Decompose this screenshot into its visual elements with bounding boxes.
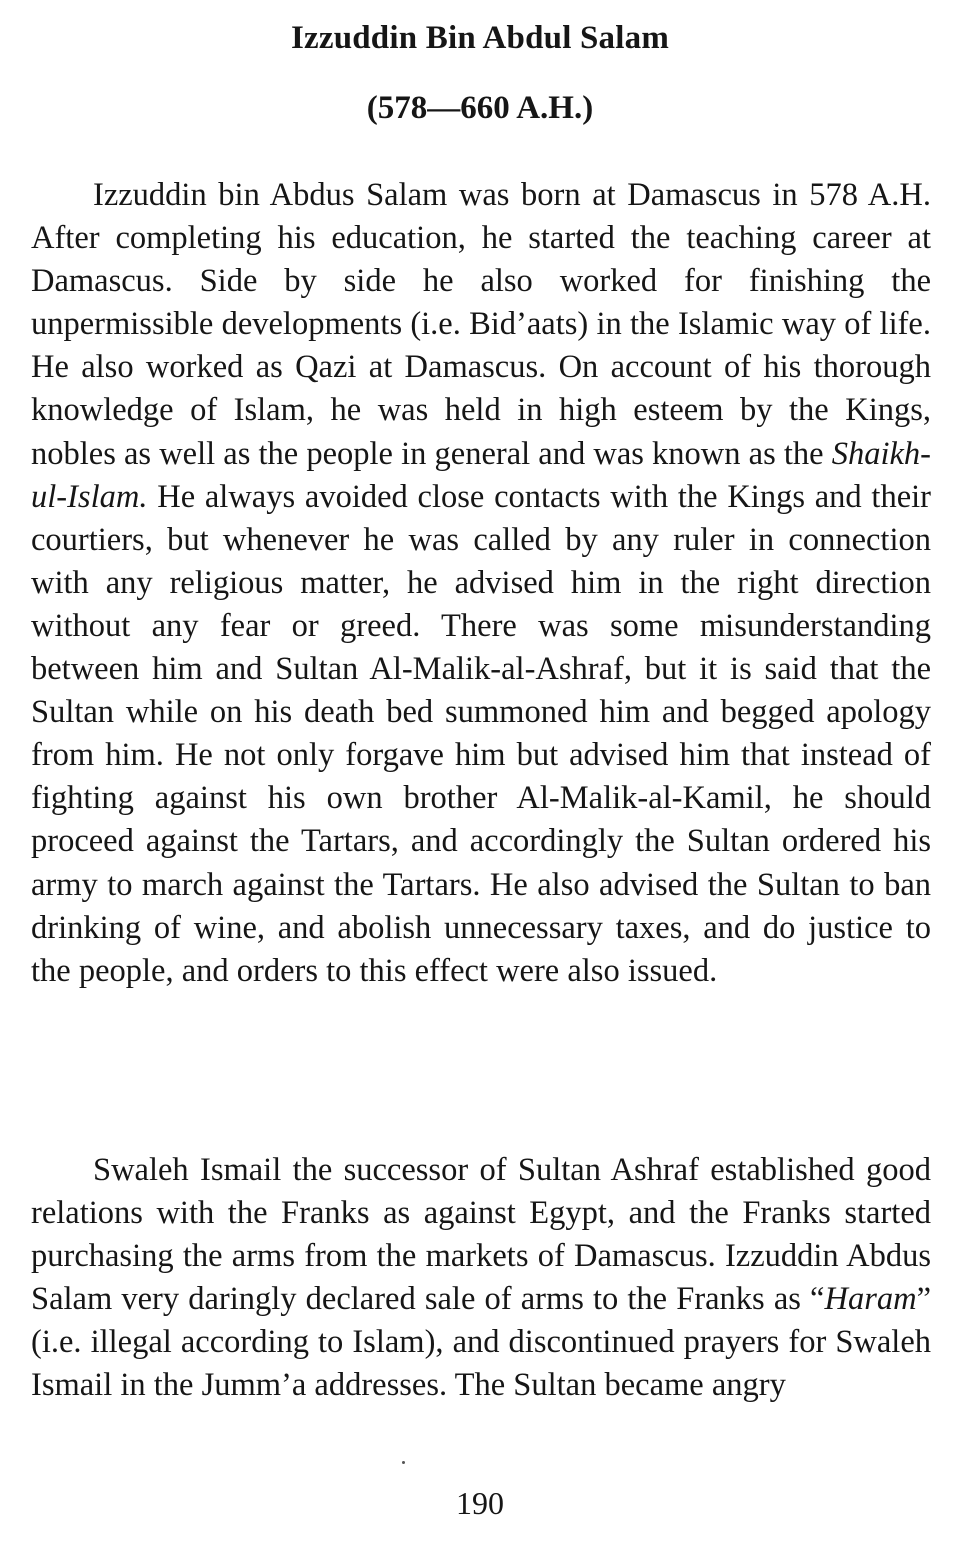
paragraph-2-text-b: ” (i.e. illegal according to Islam), and discontinued prayers for Swaleh Ismail in the Jumm’a addresses. The Sultan became angry xyxy=(31,1281,931,1404)
paragraph-1-text-a: Izzuddin bin Abdus Salam was born at Damascus in 578 A.H. After completing his education, he started the teaching career at Damascus. Side by side he also worked for finishing the unpermissible developments (i.e. Bid’aats) in the Islamic way of life. He also worked as Qazi at Damascus. On account of his thorough knowledge of Islam, he was held in high esteem by the Kings, nobles as well as the people in general and was known as the xyxy=(31,177,931,472)
paragraph-2-text-a: Swaleh Ismail the successor of Sultan Ashraf established good relations with the Franks as against Egypt, and the Franks started purchasing the arms from the markets of Damascus. Izzuddin Abdus Salam very daringly declared sale of arms to the Franks as “ xyxy=(31,1152,931,1318)
body-paragraph-2 xyxy=(31,1149,931,1408)
paragraph-1-italic-term: Shaikh-ul-Islam. xyxy=(31,435,931,515)
paragraph-2-italic-term: Haram xyxy=(824,1281,917,1318)
page-number: 190 xyxy=(456,1485,504,1521)
paragraph-1-text-b: He always avoided close contacts with the Kings and their courtiers, but whenever he was called by any ruler in connection with any religious matter, he advised him in the right direction without any fear or greed. There was some misunderstanding between him and Sultan Al-Malik-al-Ashraf, but it is said that the Sultan while on his death bed summoned him and begged apology from him. He not only forgave him but advised him that instead of fighting against his own brother Al-Malik-al-Kamil, he should proceed against the Tartars, and accordingly the Sultan ordered his army to march against the Tartars. He also advised the Sultan to ban drinking of wine, and abolish unnecessary taxes, and do justice to the people, and orders to this effect were also issued. xyxy=(31,478,931,989)
chapter-dates: (578—660 A.H.) xyxy=(366,90,594,126)
chapter-title: Izzuddin Bin Abdul Salam xyxy=(290,20,670,56)
scan-speck xyxy=(402,1461,405,1464)
body-paragraph-1 xyxy=(31,174,931,993)
